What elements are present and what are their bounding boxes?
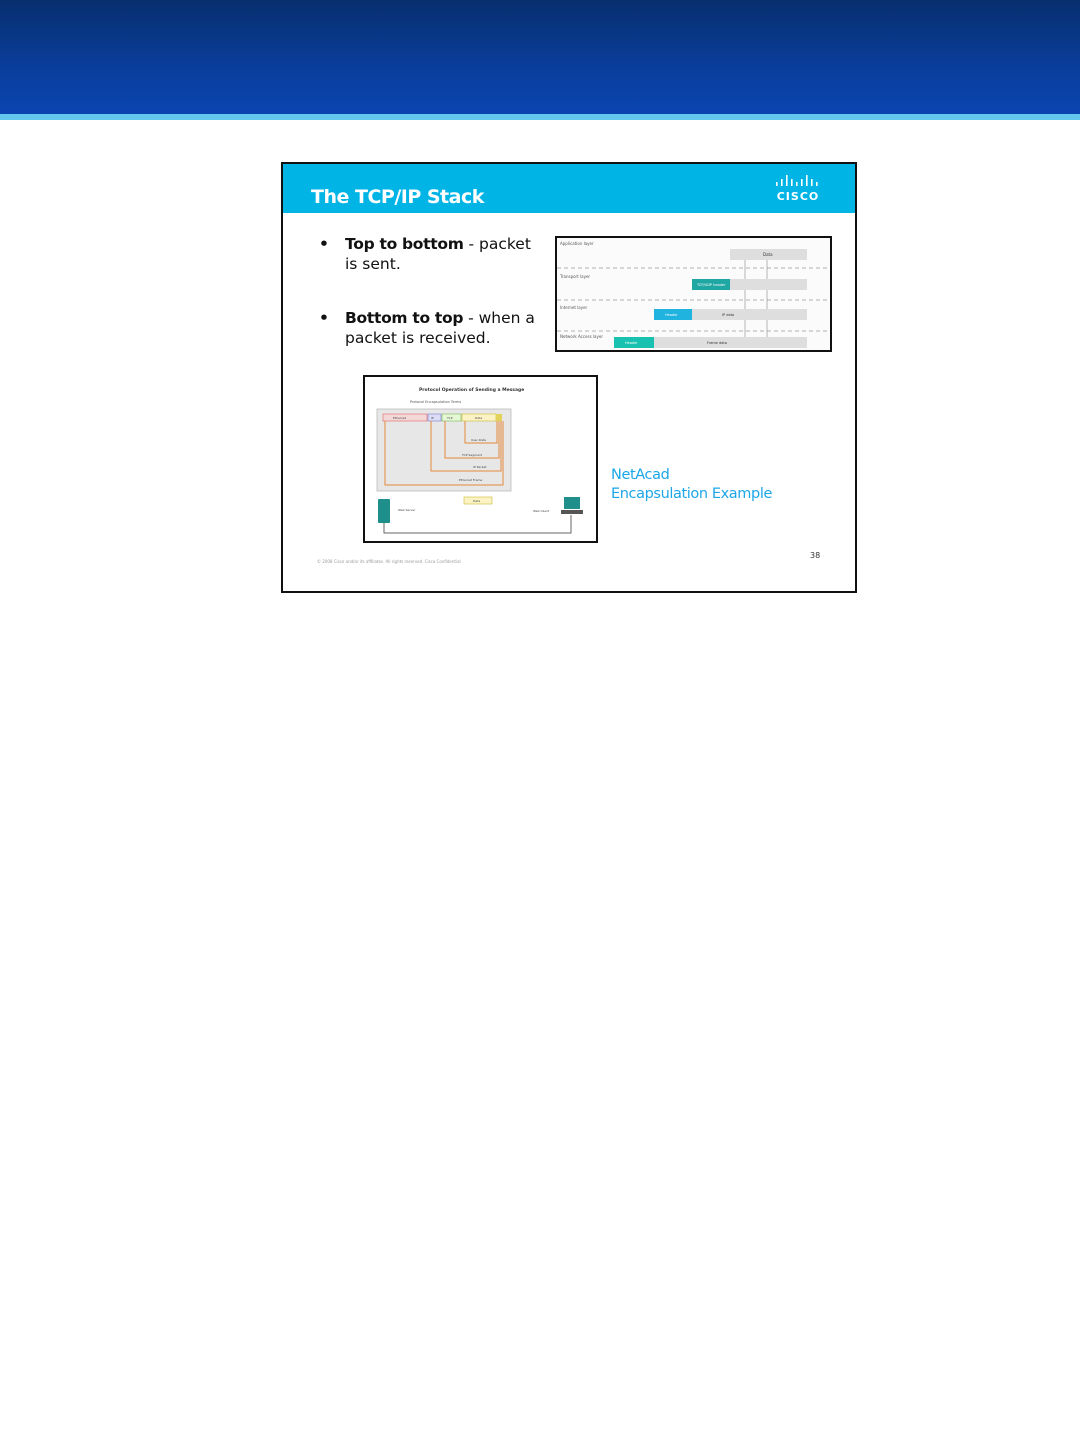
banner-stripe xyxy=(0,114,1080,120)
term-label: User Data xyxy=(471,438,486,442)
network-cable xyxy=(384,515,571,533)
tcp-header-label: TCP/UDP header xyxy=(697,283,726,287)
page-number: 38 xyxy=(810,551,821,560)
ip-data-block xyxy=(692,309,807,320)
cell-label: TCP xyxy=(447,416,453,420)
data-box-label: Data xyxy=(473,499,481,503)
cisco-bars-icon xyxy=(775,174,821,188)
tcp-data-block xyxy=(730,279,807,290)
cell-label: IP xyxy=(431,416,434,420)
netacad-encapsulation-link[interactable] xyxy=(611,466,811,504)
server-label: Web Server xyxy=(398,508,416,512)
tcpip-layer-diagram xyxy=(555,236,832,352)
term-label: IP Packet xyxy=(473,465,487,469)
frame-header-label: Header xyxy=(625,341,638,345)
encapsulation-diagram xyxy=(363,375,598,543)
slide-header xyxy=(283,164,855,213)
frame-data-label: Frame data xyxy=(707,341,727,345)
bullet-rest-text: - packet is sent. xyxy=(345,235,531,273)
term-label: TCP Segment xyxy=(462,453,483,457)
layer-label: Transport layer xyxy=(560,274,591,279)
layer-label: Network Access layer xyxy=(560,334,603,339)
client-label: Web Client xyxy=(533,509,550,513)
term-label: Ethernet Frame xyxy=(459,478,483,482)
cell-label: Ethernet xyxy=(393,416,406,420)
slide-footer: © 2008 Cisco and/or its affiliates. All rights reserved. Cisco Confidential xyxy=(317,559,461,564)
cell-label: Data xyxy=(475,416,483,420)
data-block-label: Data xyxy=(763,252,773,257)
ip-cell xyxy=(428,414,441,421)
bullet-dot: • xyxy=(319,235,329,253)
bullet-text xyxy=(345,308,545,348)
bullet-dot: • xyxy=(319,309,329,327)
web-server-icon xyxy=(378,499,390,523)
encapsulation-graphic xyxy=(365,377,596,541)
link-line-1[interactable]: NetAcad xyxy=(611,467,670,483)
slide-frame xyxy=(281,162,857,593)
link-line-2[interactable]: Encapsulation Example xyxy=(611,486,772,502)
trailer-cell xyxy=(496,414,502,421)
cisco-logo xyxy=(775,174,821,206)
web-client-icon xyxy=(564,497,580,509)
layer-diagram-graphic xyxy=(557,238,830,350)
layer-label: Application layer xyxy=(560,241,594,246)
bullet-bold-text: Bottom to top xyxy=(345,309,464,327)
encap-title: Protocol Operation of Sending a Message xyxy=(419,388,525,393)
layer-label: Internet layer xyxy=(560,305,588,310)
ip-header-label: Header xyxy=(665,313,678,317)
bullet-text xyxy=(345,234,545,274)
slide-title: The TCP/IP Stack xyxy=(311,186,484,208)
top-banner xyxy=(0,0,1080,116)
encap-subtitle: Protocol Encapsulation Terms xyxy=(410,400,462,404)
ip-data-label: IP data xyxy=(722,313,735,317)
cisco-logo-text: CISCO xyxy=(776,190,820,203)
bullet-bold-text: Top to bottom xyxy=(345,235,464,253)
bullet-rest-text: - when a packet is received. xyxy=(345,309,535,347)
frame-data-block xyxy=(654,337,807,348)
